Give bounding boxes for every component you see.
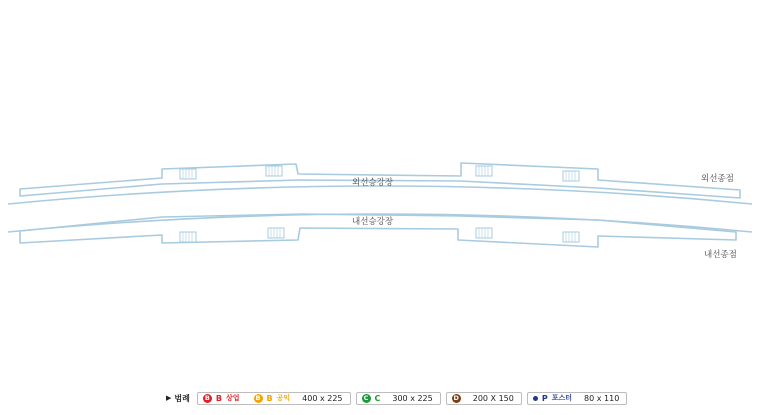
outer-terminus-label: 외선종점 — [701, 174, 734, 184]
c-icon: C — [362, 394, 371, 403]
stair-icon — [476, 228, 492, 238]
stair-icon — [180, 169, 196, 179]
b-public-icon: B — [254, 394, 263, 403]
inner-platform-label: 내선승강장 — [352, 217, 394, 227]
dot-icon — [533, 396, 538, 401]
size-label: 200 X 150 — [472, 393, 514, 403]
b-commercial-icon: B — [203, 394, 212, 403]
stair-icon — [563, 232, 579, 242]
size-label: 80 x 110 — [584, 393, 620, 403]
legend-title: ▶ 범례 — [166, 393, 190, 403]
outer-track-line — [8, 186, 752, 204]
size-label: 300 x 225 — [392, 393, 433, 403]
stair-icon — [268, 228, 284, 238]
stair-icon — [563, 171, 579, 181]
stair-icon — [266, 166, 282, 176]
stair-icon — [476, 166, 492, 176]
triangle-right-icon: ▶ — [166, 394, 172, 402]
legend — [166, 390, 627, 406]
legend-item-b: B B 상업 B B 공익 400 x 225 — [197, 392, 351, 405]
legend-item-c: C C 300 x 225 — [356, 392, 441, 405]
d-icon: D — [453, 393, 459, 402]
stair-icon — [180, 232, 196, 242]
legend-item-p: P 포스터 80 x 110 — [527, 392, 627, 405]
outer-platform-label: 외선승강장 — [352, 178, 394, 188]
size-label: 400 x 225 — [302, 393, 343, 403]
legend-item-d — [446, 392, 522, 405]
inner-terminus-label: 내선종점 — [704, 250, 737, 260]
